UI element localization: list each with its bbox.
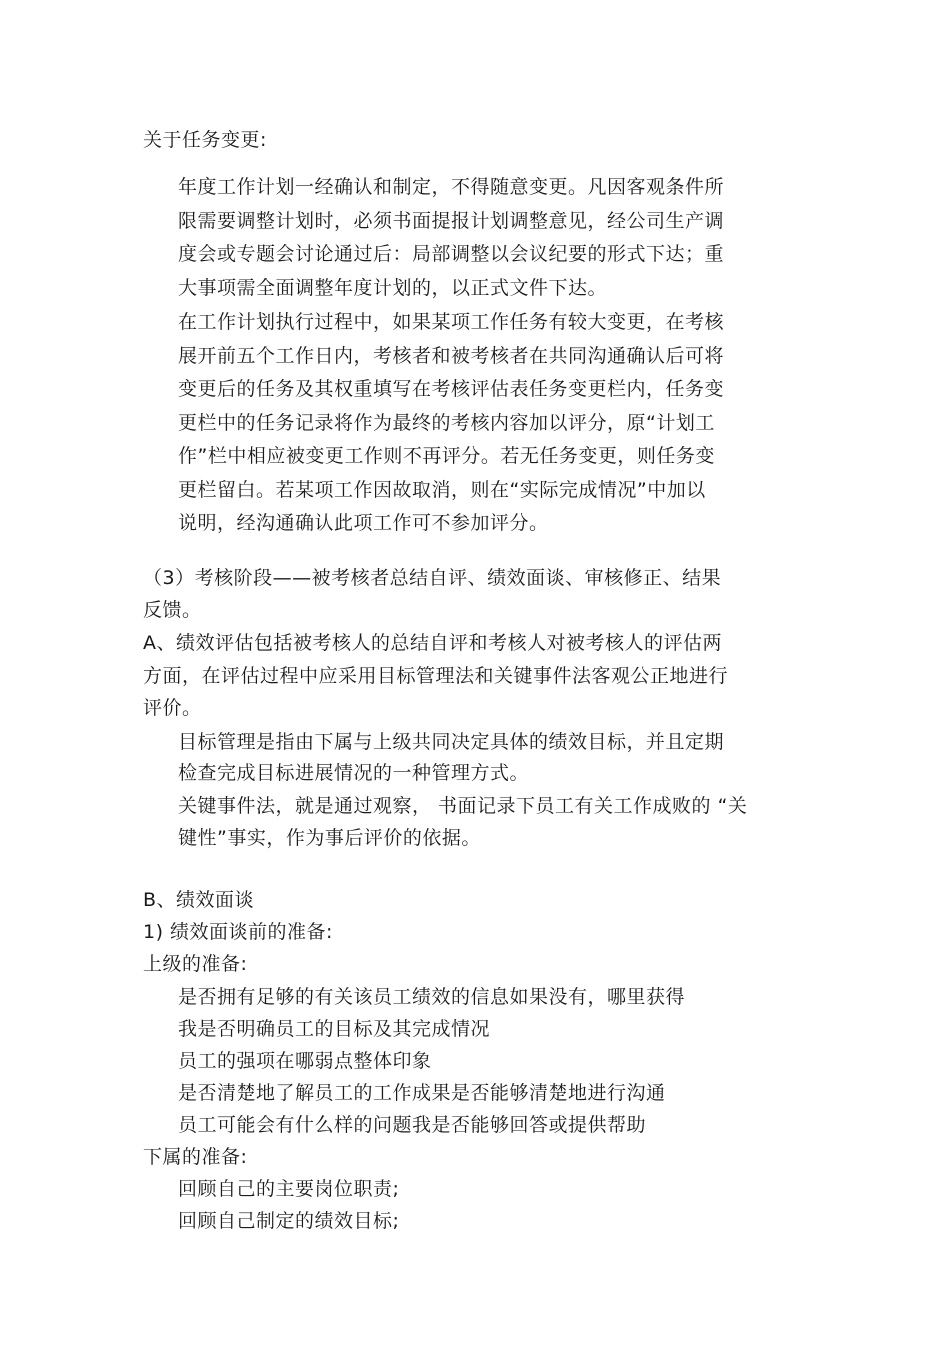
superior-heading: 上级的准备: xyxy=(143,953,248,975)
critical-incident-line: 键性”事实，作为事后评价的依据。 xyxy=(178,827,481,849)
item-a-line: 评价。 xyxy=(143,697,202,719)
paragraph-line: 大事项需全面调整年度计划的，以正式文件下达。 xyxy=(178,277,608,299)
list-item: 是否拥有足够的有关该员工绩效的信息如果没有，哪里获得 xyxy=(178,986,686,1008)
stage3-title-cont: 反馈。 xyxy=(143,599,202,621)
paragraph-line: 展开前五个工作日内，考核者和被考核者在共同沟通确认后可将 xyxy=(178,345,725,367)
item-a-line: A、绩效评估包括被考核人的总结自评和考核人对被考核人的评估两 xyxy=(143,632,722,654)
list-item: 回顾自己的主要岗位职责; xyxy=(178,1178,400,1200)
stage3-title: （3）考核阶段——被考核者总结自评、绩效面谈、审核修正、结果 xyxy=(143,567,722,589)
item-a-line: 方面，在评估过程中应采用目标管理法和关键事件法客观公正地进行 xyxy=(143,665,729,687)
item-b-title: B、绩效面谈 xyxy=(143,889,255,911)
list-item: 回顾自己制定的绩效目标; xyxy=(178,1210,400,1232)
paragraph-line: 更栏中的任务记录将作为最终的考核内容加以评分，原“计划工 xyxy=(178,412,715,434)
section-heading-task-change: 关于任务变更: xyxy=(143,129,267,151)
paragraph-line: 度会或专题会讨论通过后：局部调整以会议纪要的形式下达；重 xyxy=(178,243,725,265)
critical-incident-line: 关键事件法，就是通过观察， 书面记录下员工有关工作成败的 “关 xyxy=(178,795,748,817)
mbo-line: 检查完成目标进展情况的一种管理方式。 xyxy=(178,762,530,784)
item-b-sub1: 1) 绩效面谈前的准备: xyxy=(143,921,333,943)
list-item: 是否清楚地了解员工的工作成果是否能够清楚地进行沟通 xyxy=(178,1082,666,1104)
mbo-line: 目标管理是指由下属与上级共同决定具体的绩效目标，并且定期 xyxy=(178,731,725,753)
paragraph-line: 变更后的任务及其权重填写在考核评估表任务变更栏内，任务变 xyxy=(178,378,725,400)
paragraph-line: 年度工作计划一经确认和制定，不得随意变更。凡因客观条件所 xyxy=(178,176,725,198)
paragraph-line: 作”栏中相应被变更工作则不再评分。若无任务变更，则任务变 xyxy=(178,445,715,467)
paragraph-line: 更栏留白。若某项工作因故取消，则在“实际完成情况”中加以 xyxy=(178,479,706,501)
list-item: 我是否明确员工的目标及其完成情况 xyxy=(178,1018,491,1040)
paragraph-line: 限需要调整计划时，必须书面提报计划调整意见，经公司生产调 xyxy=(178,210,725,232)
subordinate-heading: 下属的准备: xyxy=(143,1146,248,1168)
list-item: 员工可能会有什么样的问题我是否能够回答或提供帮助 xyxy=(178,1114,647,1136)
paragraph-line: 说明，经沟通确认此项工作可不参加评分。 xyxy=(178,512,549,534)
paragraph-line: 在工作计划执行过程中，如果某项工作任务有较大变更，在考核 xyxy=(178,311,725,333)
list-item: 员工的强项在哪弱点整体印象 xyxy=(178,1050,432,1072)
